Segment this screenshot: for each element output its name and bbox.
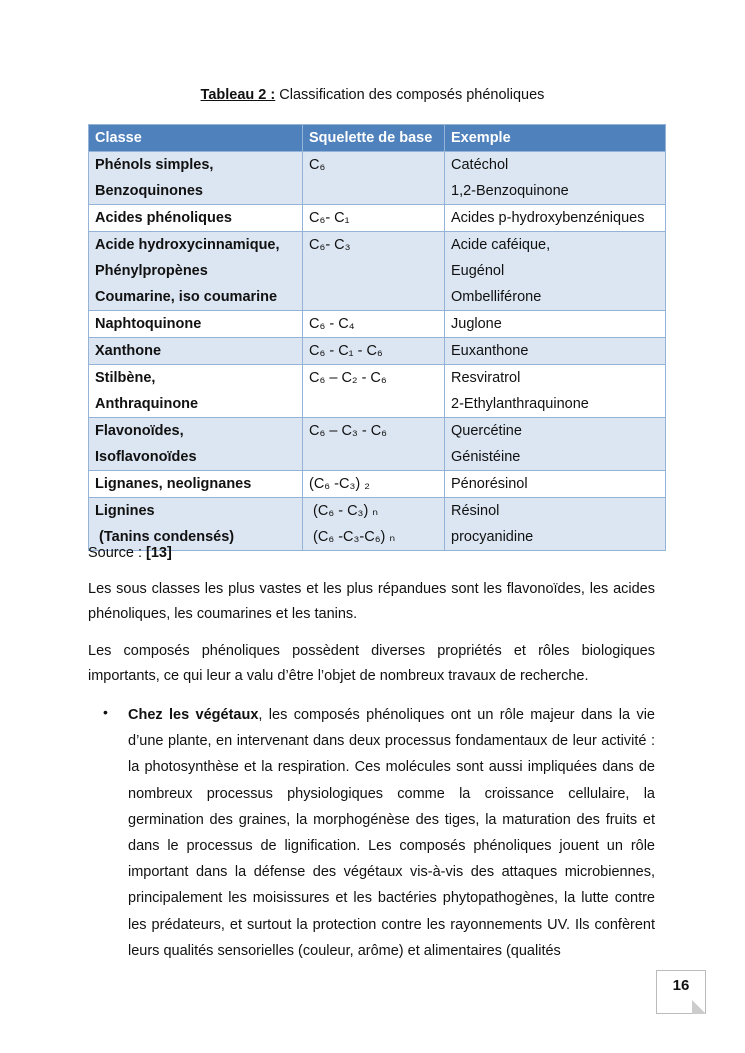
squelette-line: (C₆ -C₃) ₂ [309, 476, 370, 492]
table-row [89, 418, 666, 471]
cell-classe [89, 418, 303, 471]
cell-exemple [445, 338, 666, 365]
cell-classe [89, 365, 303, 418]
cell-classe [89, 471, 303, 498]
classe-line: Lignanes, neolignanes [95, 476, 252, 492]
table-caption: Tableau 2 : Classification des composés phénoliques [200, 87, 545, 103]
exemple-line: Quercétine [451, 423, 522, 439]
exemple-line: 1,2-Benzoquinone [451, 183, 569, 199]
classe-line: (Tanins condensés) [95, 529, 235, 545]
classe-line: Naphtoquinone [95, 316, 202, 332]
cell-squelette [303, 418, 445, 471]
cell-squelette [303, 152, 445, 205]
cell-squelette [303, 338, 445, 365]
cell-exemple [445, 365, 666, 418]
classe-line: Isoflavonoïdes [95, 449, 197, 465]
classe-line: Phénols simples, [95, 157, 214, 173]
classe-line: Lignines [95, 503, 155, 519]
table-row [89, 232, 666, 311]
header-exemple: Exemple [445, 125, 666, 152]
table-row [89, 338, 666, 365]
exemple-line: Acides p-hydroxybenzéniques [451, 210, 645, 226]
cell-exemple [445, 152, 666, 205]
table-row [89, 471, 666, 498]
cell-squelette [303, 205, 445, 232]
exemple-line: Eugénol [451, 263, 505, 279]
classe-line: Stilbène, [95, 370, 156, 386]
cell-exemple [445, 418, 666, 471]
header-squelette: Squelette de base [303, 125, 445, 152]
exemple-line: Euxanthone [451, 343, 529, 359]
squelette-line: (C₆ -C₃-C₆) ₙ [309, 529, 396, 545]
classification-table [88, 124, 666, 551]
table-row [89, 365, 666, 418]
page-curl-icon [692, 1000, 706, 1014]
exemple-line: Génistéine [451, 449, 521, 465]
classe-line: Acide hydroxycinnamique, [95, 237, 280, 253]
cell-squelette [303, 365, 445, 418]
cell-exemple [445, 205, 666, 232]
squelette-line: C₆- C₃ [309, 237, 351, 253]
cell-classe [89, 338, 303, 365]
cell-exemple [445, 311, 666, 338]
exemple-line: Résinol [451, 503, 500, 519]
table-row [89, 152, 666, 205]
squelette-line: C₆ - C₄ [309, 316, 355, 332]
exemple-line: Ombelliférone [451, 289, 542, 305]
cell-classe [89, 205, 303, 232]
classe-line: Xanthone [95, 343, 162, 359]
table-row [89, 205, 666, 232]
header-classe: Classe [89, 125, 303, 152]
page-number: 16 [656, 970, 706, 1014]
classe-line: Phénylpropènes [95, 263, 208, 279]
squelette-line: C₆ – C₂ - C₆ [309, 370, 387, 386]
cell-exemple [445, 498, 666, 551]
exemple-line: Pénorésinol [451, 476, 528, 492]
exemple-line: Juglone [451, 316, 502, 332]
paragraph: Les sous classes les plus vastes et les plus répandues sont les flavonoïdes, les acides phénoliques, les coumarines et les tanins. [88, 581, 655, 622]
cell-classe [89, 311, 303, 338]
classe-line: Benzoquinones [95, 183, 203, 199]
classe-line: Coumarine, iso coumarine [95, 289, 278, 305]
exemple-line: Acide caféique, [451, 237, 551, 253]
table-row [89, 498, 666, 551]
squelette-line: C₆ [309, 157, 326, 173]
cell-squelette [303, 498, 445, 551]
cell-classe [89, 232, 303, 311]
table-row [89, 311, 666, 338]
cell-squelette [303, 232, 445, 311]
classe-line: Anthraquinone [95, 396, 199, 412]
bullet-paragraph: Chez les végétaux, les composés phénoliques ont un rôle majeur dans la vie d’une plante, en intervenant dans deux processus fondamentaux de leur activité : la photosynthèse et la respiration. Ces molécules sont aussi impliquées dans de nombreux processus physiologiques comme la croissance cellulaire, la germination des graines, la morphogénèse des tiges, la maturation des fruits et dans le processus de lignification. Les composés phénoliques jouent un rôle important dans la défense des végétaux vis-à-vis des attaques microbiennes, principalement les moisissures et les bactéries phytopathogènes, la lutte contre les prédateurs, et surtout la protection contre les rayonnements UV. Ils confèrent leurs qualités sensorielles (couleur, arôme) et alimentaires (qualités [128, 707, 655, 959]
bullet-icon: • [103, 704, 108, 720]
paragraph: Les composés phénoliques possèdent diverses propriétés et rôles biologiques importants, ce qui leur a valu d’être l’objet de nombreux travaux de recherche. [88, 643, 655, 684]
cell-classe [89, 498, 303, 551]
classe-line: Flavonoïdes, [95, 423, 184, 439]
cell-exemple [445, 471, 666, 498]
exemple-line: Resviratrol [451, 370, 521, 386]
classe-line: Acides phénoliques [95, 210, 232, 226]
squelette-line: C₆ – C₃ - C₆ [309, 423, 388, 439]
squelette-line: C₆ - C₁ - C₆ [309, 343, 383, 359]
exemple-line: procyanidine [451, 529, 534, 545]
cell-squelette [303, 311, 445, 338]
cell-squelette [303, 471, 445, 498]
squelette-line: (C₆ - C₃) ₙ [309, 503, 379, 519]
exemple-line: Catéchol [451, 157, 509, 173]
table-header-row [89, 125, 666, 152]
cell-exemple [445, 232, 666, 311]
cell-classe [89, 152, 303, 205]
exemple-line: 2-Ethylanthraquinone [451, 396, 589, 412]
squelette-line: C₆- C₁ [309, 210, 350, 226]
table-source: Source : [13] [88, 545, 172, 561]
